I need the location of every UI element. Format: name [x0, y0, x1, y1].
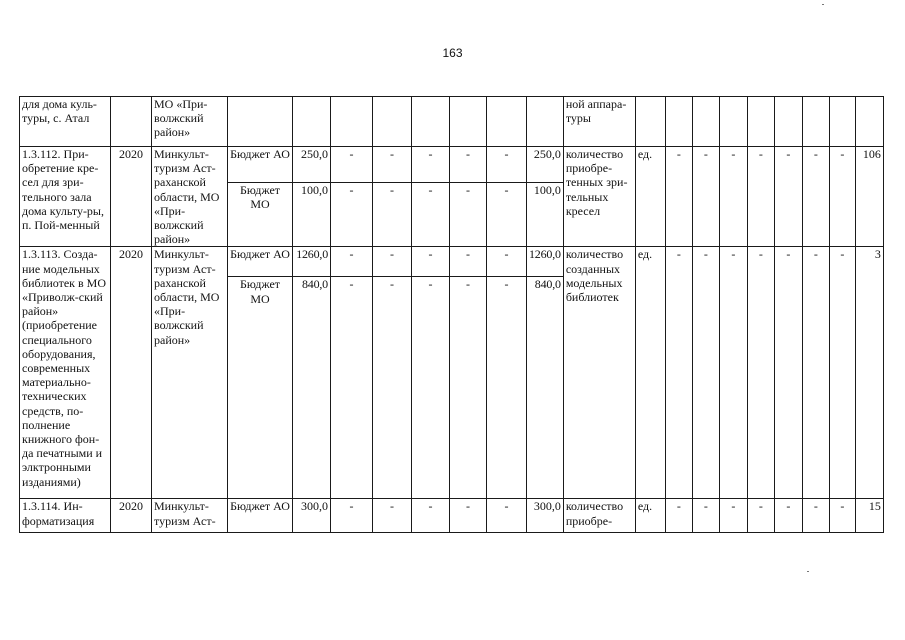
- year-amount-cell: -: [331, 499, 373, 533]
- table-row: [20, 499, 884, 533]
- year-amount-cell: -: [331, 147, 373, 183]
- source-cell: Бюджет МО: [228, 182, 293, 247]
- year-cell: 2020: [111, 247, 152, 499]
- indicator-value-cell: -: [802, 247, 829, 499]
- year-amount-cell: [487, 97, 527, 147]
- source-cell: [228, 97, 293, 147]
- year-amount-cell: -: [487, 147, 527, 183]
- year-cell: 2020: [111, 499, 152, 533]
- year-amount-cell: -: [373, 247, 412, 277]
- indicator-value-cell: -: [774, 147, 802, 247]
- final-amount-cell: 250,0: [527, 147, 564, 183]
- total-cell: [293, 97, 331, 147]
- year-amount-cell: [450, 97, 487, 147]
- year-amount-cell: -: [450, 147, 487, 183]
- year-amount-cell: -: [331, 182, 373, 247]
- year-amount-cell: -: [412, 247, 450, 277]
- source-cell: Бюджет МО: [228, 277, 293, 499]
- year-amount-cell: -: [373, 147, 412, 183]
- source-cell: Бюджет АО: [228, 247, 293, 277]
- year-amount-cell: -: [331, 277, 373, 499]
- executor-cell: Минкульт-туризм Аст-: [152, 499, 228, 533]
- indicator-value-cell: -: [692, 147, 719, 247]
- indicator-value-cell: -: [692, 247, 719, 499]
- measure-name: 1.3.113. Созда-ние модельных библиотек в МО «Приволж-ский район» (приобретение специального оборудования, современных материально-технических средств, по-полнение книжного фон-да печатными и элктронными изданиями): [20, 247, 111, 499]
- executor-cell: Минкульт-туризм Аст-раханской области, МО «При-волжский район»: [152, 247, 228, 499]
- indicator-value-cell: -: [747, 247, 774, 499]
- indicator-cell: количество созданных модельных библиотек: [563, 247, 635, 499]
- year-amount-cell: -: [487, 182, 527, 247]
- indicator-value-cell: -: [747, 499, 774, 533]
- year-amount-cell: -: [450, 277, 487, 499]
- indicator-value-cell: -: [665, 147, 692, 247]
- year-amount-cell: -: [450, 247, 487, 277]
- year-amount-cell: [412, 97, 450, 147]
- scan-speck: [807, 571, 809, 572]
- measure-name: 1.3.112. При-обретение кре-сел для зри-тельного зала дома культу-ры, п. Пой-менный: [20, 147, 111, 247]
- year-amount-cell: -: [487, 499, 527, 533]
- year-amount-cell: -: [412, 182, 450, 247]
- indicator-value-cell: -: [802, 147, 829, 247]
- unit-cell: [635, 97, 665, 147]
- unit-cell: ед.: [635, 499, 665, 533]
- final-amount-cell: 300,0: [527, 499, 564, 533]
- indicator-value-cell: -: [747, 147, 774, 247]
- indicator-value-cell: -: [829, 499, 855, 533]
- total-cell: 1260,0: [293, 247, 331, 277]
- indicator-value-cell: -: [665, 499, 692, 533]
- year-amount-cell: [331, 97, 373, 147]
- indicator-value-cell: [802, 97, 829, 147]
- indicator-value-cell: -: [774, 247, 802, 499]
- year-amount-cell: -: [373, 499, 412, 533]
- total-cell: 250,0: [293, 147, 331, 183]
- year-amount-cell: -: [450, 182, 487, 247]
- year-amount-cell: -: [412, 277, 450, 499]
- year-amount-cell: -: [412, 499, 450, 533]
- indicator-value-cell: -: [719, 499, 747, 533]
- table-row: [20, 97, 884, 147]
- program-table: [19, 96, 884, 533]
- total-cell: 300,0: [293, 499, 331, 533]
- indicator-value-cell: -: [692, 499, 719, 533]
- unit-cell: ед.: [635, 247, 665, 499]
- table-row: [20, 247, 884, 277]
- indicator-value-cell: [829, 97, 855, 147]
- unit-cell: ед.: [635, 147, 665, 247]
- final-amount-cell: 840,0: [527, 277, 564, 499]
- table-row: [20, 147, 884, 183]
- total-cell: 840,0: [293, 277, 331, 499]
- total-cell: 100,0: [293, 182, 331, 247]
- source-cell: Бюджет АО: [228, 499, 293, 533]
- target-value-cell: 3: [855, 247, 883, 499]
- indicator-value-cell: -: [665, 247, 692, 499]
- indicator-cell: количество приобре-тенных зри-тельных кресел: [563, 147, 635, 247]
- year-cell: [111, 97, 152, 147]
- executor-cell: Минкульт-туризм Аст-раханской области, МО «При-волжский район»: [152, 147, 228, 247]
- indicator-cell: ной аппара-туры: [563, 97, 635, 147]
- year-amount-cell: -: [373, 182, 412, 247]
- indicator-value-cell: [692, 97, 719, 147]
- indicator-cell: количество приобре-: [563, 499, 635, 533]
- indicator-value-cell: -: [719, 147, 747, 247]
- source-cell: Бюджет АО: [228, 147, 293, 183]
- indicator-value-cell: [747, 97, 774, 147]
- measure-name: для дома куль-туры, с. Атал: [20, 97, 111, 147]
- indicator-value-cell: -: [829, 247, 855, 499]
- indicator-value-cell: [774, 97, 802, 147]
- year-amount-cell: -: [373, 277, 412, 499]
- indicator-value-cell: -: [774, 499, 802, 533]
- measure-name: 1.3.114. Ин-форматизация: [20, 499, 111, 533]
- year-amount-cell: -: [450, 499, 487, 533]
- final-amount-cell: 100,0: [527, 182, 564, 247]
- final-amount-cell: [527, 97, 564, 147]
- executor-cell: МО «При-волжский район»: [152, 97, 228, 147]
- final-amount-cell: 1260,0: [527, 247, 564, 277]
- year-amount-cell: -: [487, 247, 527, 277]
- indicator-value-cell: [665, 97, 692, 147]
- year-amount-cell: -: [412, 147, 450, 183]
- scan-speck: [822, 4, 824, 5]
- target-value-cell: 106: [855, 147, 883, 247]
- target-value-cell: 15: [855, 499, 883, 533]
- indicator-value-cell: -: [829, 147, 855, 247]
- indicator-value-cell: -: [802, 499, 829, 533]
- year-cell: 2020: [111, 147, 152, 247]
- year-amount-cell: -: [331, 247, 373, 277]
- year-amount-cell: [373, 97, 412, 147]
- page-number: 163: [442, 46, 463, 60]
- indicator-value-cell: [719, 97, 747, 147]
- indicator-value-cell: -: [719, 247, 747, 499]
- year-amount-cell: -: [487, 277, 527, 499]
- target-value-cell: [855, 97, 883, 147]
